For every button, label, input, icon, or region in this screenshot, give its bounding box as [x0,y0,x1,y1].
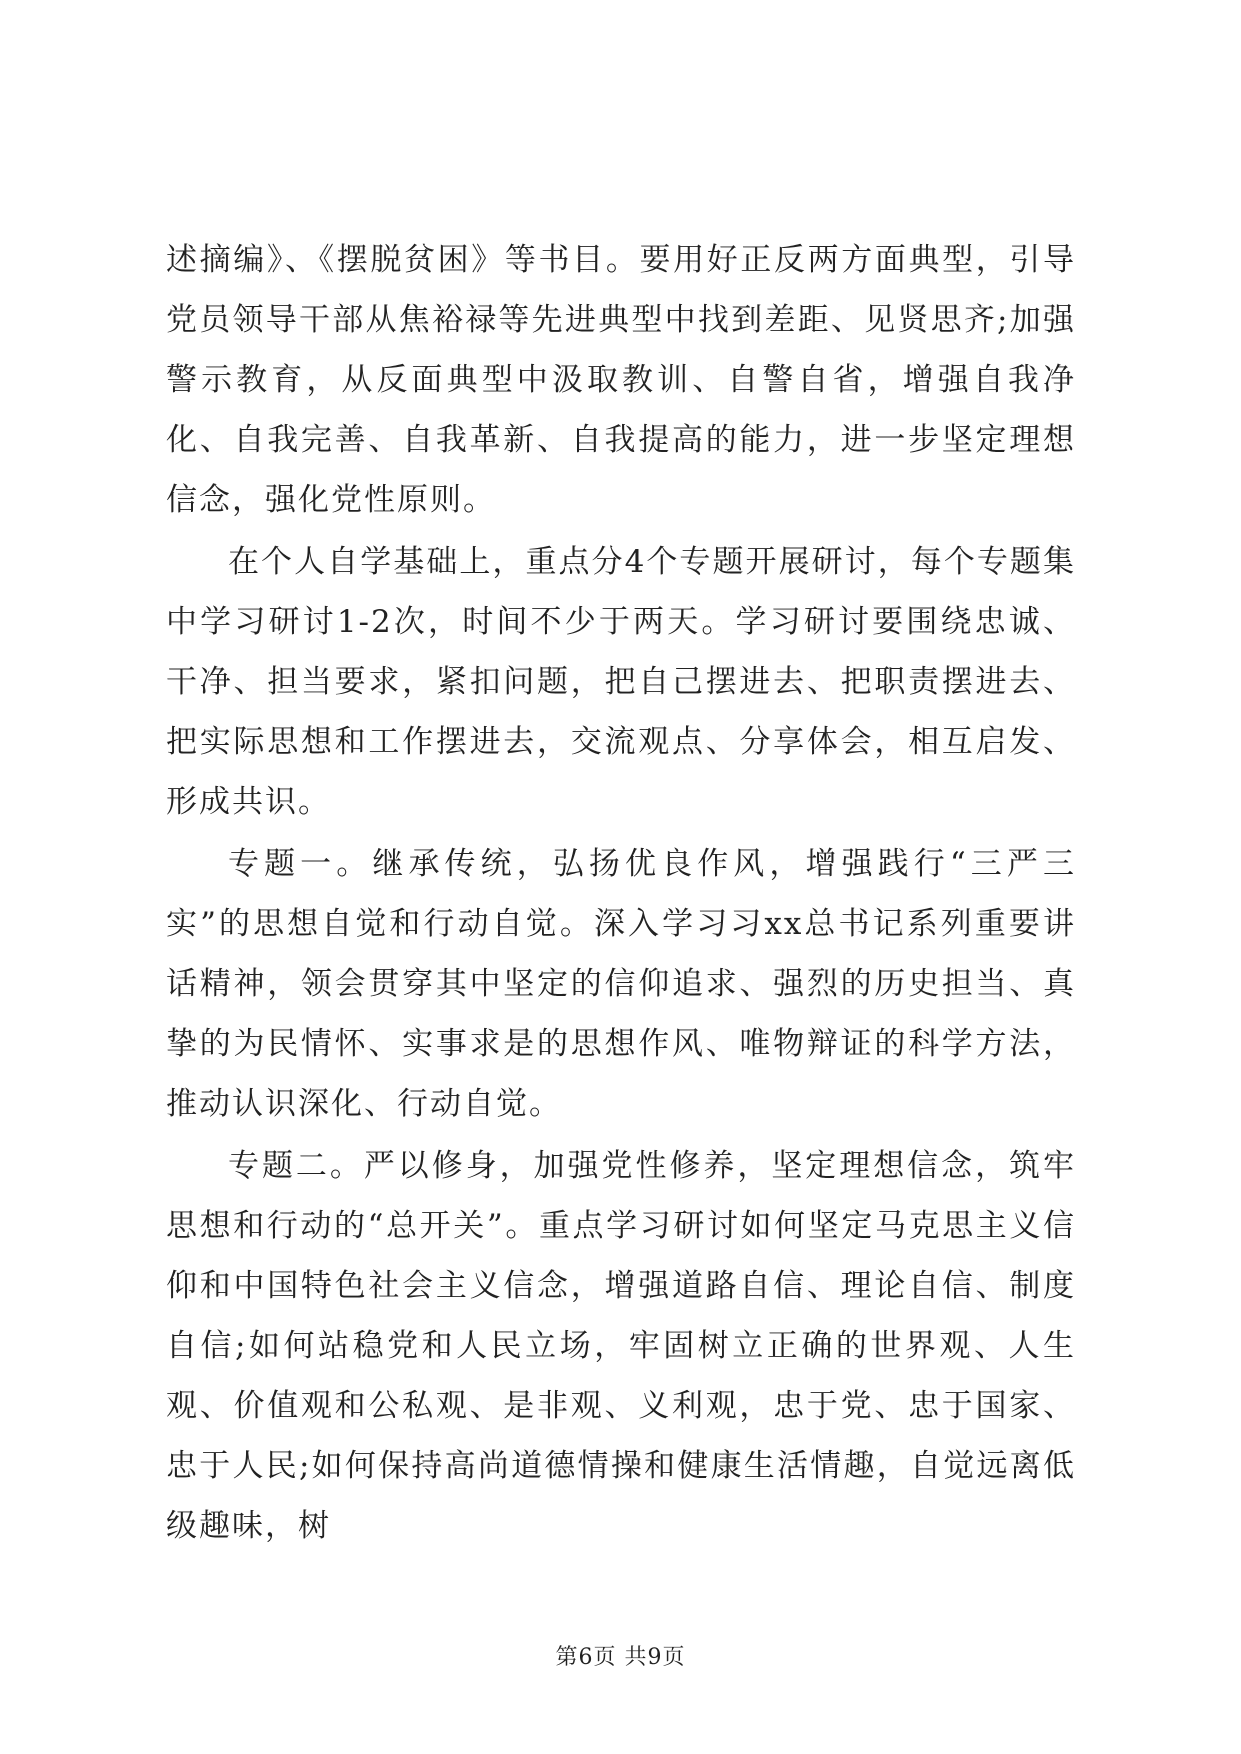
document-body [166,230,1076,1558]
paragraph-1: 述摘编》、《摆脱贫困》等书目。要用好正反两方面典型，引导党员领导干部从焦裕禄等先进典型中找到差距、见贤思齐;加强警示教育，从反面典型中汲取教训、自警自省，增强自我净化、自我完善、自我革新、自我提高的能力，进一步坚定理想信念，强化党性原则。 [166,242,1076,518]
paragraph-topic-2: 专题二。严以修身，加强党性修养，坚定理想信念，筑牢思想和行动的“总开关”。重点学习研讨如何坚定马克思主义信仰和中国特色社会主义信念，增强道路自信、理论自信、制度自信;如何站稳党和人民立场，牢固树立正确的世界观、人生观、价值观和公私观、是非观、义利观，忠于党、忠于国家、忠于人民;如何保持高尚道德情操和健康生活情趣，自觉远离低级趣味，树 [166,1148,1076,1544]
paragraph-topic-1: 专题一。继承传统，弘扬优良作风，增强践行“三严三实”的思想自觉和行动自觉。深入学习习xx总书记系列重要讲话精神，领会贯穿其中坚定的信仰追求、强烈的历史担当、真挚的为民情怀、实事求是的思想作风、唯物辩证的科学方法，推动认识深化、行动自觉。 [166,846,1076,1122]
paragraph-2: 在个人自学基础上，重点分4个专题开展研讨，每个专题集中学习研讨1-2次，时间不少于两天。学习研讨要围绕忠诚、干净、担当要求，紧扣问题，把自己摆进去、把职责摆进去、把实际思想和工作摆进去，交流观点、分享体会，相互启发、形成共识。 [166,544,1076,820]
page-footer: 第6页 共9页 [555,1645,686,1670]
